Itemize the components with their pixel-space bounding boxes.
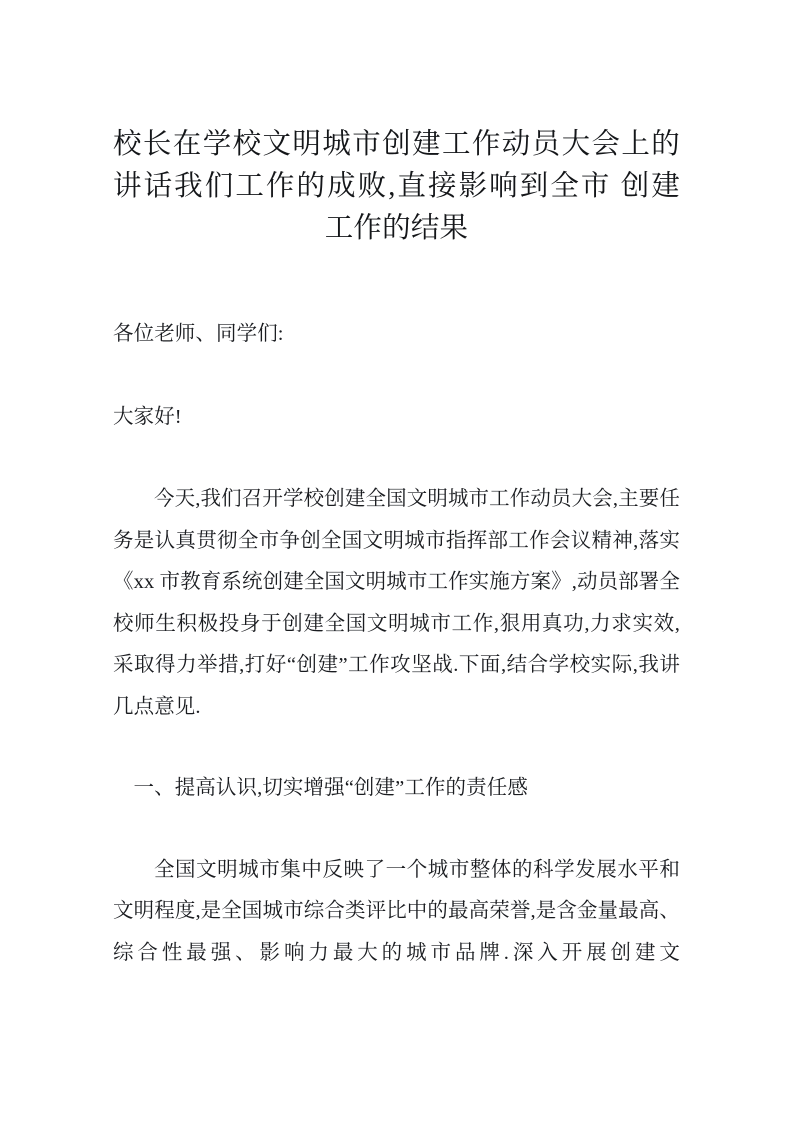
section-heading-1: 一、提高认识,切实增强“创建”工作的责任感 — [133, 777, 528, 799]
salutation-line: 各位老师、同学们: — [113, 323, 284, 345]
paragraph-intro: 今天,我们召开学校创建全国文明城市工作动员大会,主要任务是认真贯彻全市争创全国文明城市指挥部工作会议精神,落实《xx 市教育系统创建全国文明城市工作实施方案》,动员部署全校师生积极投身于创建全国文明城市工作,狠用真功,力求实效,采取得力举措,打好“创建”工作攻坚战.下面,结合学校实际,我讲几点意见. — [113, 488, 680, 718]
greeting-line: 大家好! — [113, 405, 182, 428]
document-content-column — [113, 0, 680, 974]
title-line-2: 讲话我们工作的成败,直接影响到全市 创建 — [113, 171, 680, 202]
title-line-3: 工作的结果 — [324, 213, 469, 244]
title-line-1: 校长在学校文明城市创建工作动员大会上的 — [113, 129, 680, 160]
document-title — [113, 0, 680, 250]
paragraph-section-1: 全国文明城市集中反映了一个城市整体的科学发展水平和文明程度,是全国城市综合类评比中的最高荣誉,是含金量最高、综合性最强、影响力最大的城市品牌.深入开展创建文 — [113, 858, 680, 964]
